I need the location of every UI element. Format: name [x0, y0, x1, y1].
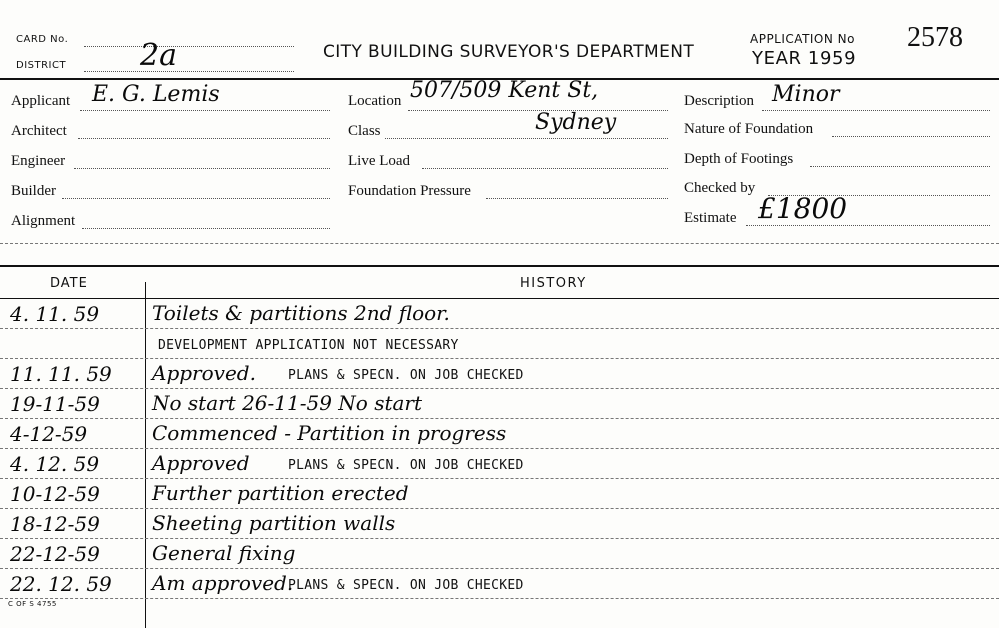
row-rule: [0, 328, 999, 329]
row-stamp: PLANS & SPECN. ON JOB CHECKED: [288, 578, 524, 593]
architect-line: [78, 138, 330, 139]
engineer-line: [74, 168, 330, 169]
row-handwritten-entry: Approved: [152, 451, 250, 475]
row-date: 4-12-59: [10, 422, 88, 446]
form-code: C OF S 4755: [8, 600, 57, 608]
row-handwritten-entry: Commenced - Partition in progress: [152, 421, 507, 445]
description-label: Description: [684, 93, 754, 109]
class-line: [385, 138, 668, 139]
row-handwritten-entry: General fixing: [152, 541, 296, 565]
live-load-label: Live Load: [348, 153, 411, 169]
checked-by-label: Checked by: [684, 180, 756, 196]
row-rule: [0, 568, 999, 569]
row-stamp: PLANS & SPECN. ON JOB CHECKED: [288, 368, 524, 383]
district-label: DISTRICT: [16, 60, 67, 71]
history-column-header: HISTORY: [520, 276, 587, 291]
history-top-rule: [0, 265, 999, 267]
row-date: 18-12-59: [10, 512, 100, 536]
row-date: 22. 12. 59: [10, 572, 112, 596]
nature-of-foundation-label: Nature of Foundation: [684, 121, 814, 137]
estimate-line: [746, 225, 990, 226]
row-stamp: DEVELOPMENT APPLICATION NOT NECESSARY: [158, 338, 459, 353]
district-line: [84, 71, 294, 72]
architect-label: Architect: [11, 123, 67, 139]
alignment-line: [82, 228, 330, 229]
row-date: 10-12-59: [10, 482, 100, 506]
estimate-value: £1800: [758, 192, 848, 225]
applicant-line: [80, 110, 330, 111]
applicant-label: Applicant: [11, 93, 71, 109]
row-handwritten-entry: Toilets & partitions 2nd floor.: [152, 301, 450, 325]
location-label: Location: [348, 93, 402, 109]
depth-of-footings-line: [810, 166, 990, 167]
row-rule: [0, 418, 999, 419]
builder-line: [62, 198, 330, 199]
row-handwritten-entry: No start 26-11-59 No start: [152, 391, 423, 415]
row-handwritten-entry: Am approved.: [152, 571, 294, 595]
row-rule: [0, 448, 999, 449]
row-rule: [0, 538, 999, 539]
row-date: 11. 11. 59: [10, 362, 112, 386]
engineer-label: Engineer: [11, 153, 66, 169]
class-label: Class: [348, 123, 381, 139]
foundation-pressure-line: [486, 198, 668, 199]
location-value: 507/509 Kent St,: [410, 78, 599, 103]
estimate-label: Estimate: [684, 210, 737, 226]
row-date: 22-12-59: [10, 542, 100, 566]
description-value: Minor: [772, 82, 840, 107]
row-stamp: PLANS & SPECN. ON JOB CHECKED: [288, 458, 524, 473]
alignment-label: Alignment: [11, 213, 76, 229]
application-number: 2578: [907, 22, 963, 53]
row-handwritten-entry: Approved.: [152, 361, 256, 385]
live-load-line: [422, 168, 668, 169]
row-rule: [0, 598, 999, 599]
row-rule: [0, 478, 999, 479]
applicant-value: E. G. Lemis: [92, 82, 220, 107]
row-rule: [0, 358, 999, 359]
date-column-header: DATE: [50, 276, 88, 291]
row-handwritten-entry: Sheeting partition walls: [152, 511, 396, 535]
builder-label: Builder: [11, 183, 56, 199]
fields-bottom-dash: [0, 243, 999, 244]
card-no-label: CARD No.: [16, 34, 69, 45]
row-date: 19-11-59: [10, 392, 100, 416]
department-title: CITY BUILDING SURVEYOR'S DEPARTMENT: [323, 42, 695, 62]
column-divider: [145, 282, 146, 628]
district-value: 2a: [140, 38, 177, 73]
description-line: [762, 110, 990, 111]
nature-of-foundation-line: [832, 136, 990, 137]
row-date: 4. 11. 59: [10, 302, 100, 326]
foundation-pressure-label: Foundation Pressure: [348, 183, 471, 199]
row-rule: [0, 508, 999, 509]
row-handwritten-entry: Further partition erected: [152, 481, 409, 505]
depth-of-footings-label: Depth of Footings: [684, 151, 794, 167]
row-date: 4. 12. 59: [10, 452, 100, 476]
history-header-rule: [0, 298, 999, 299]
year-label: YEAR 1959: [752, 48, 857, 69]
application-label: APPLICATION No: [750, 32, 855, 46]
location-value-2: Sydney: [535, 110, 617, 135]
row-rule: [0, 388, 999, 389]
card-no-line: [84, 46, 294, 47]
